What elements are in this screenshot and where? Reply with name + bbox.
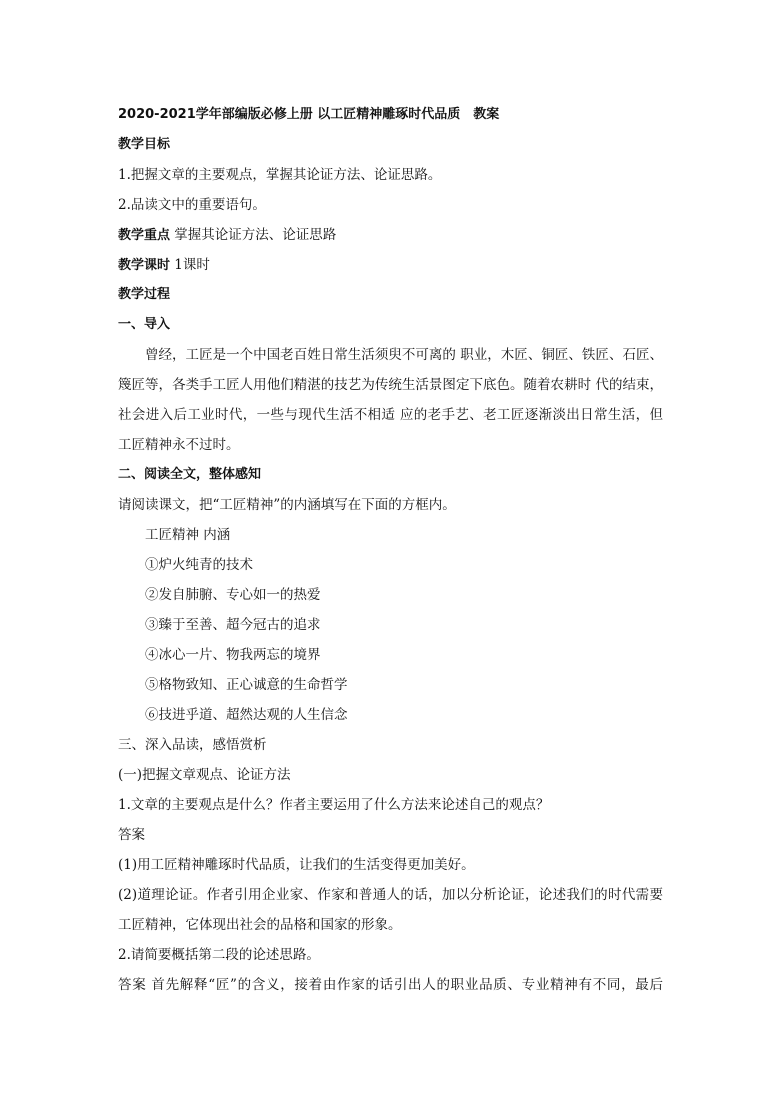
- period-text: 1课时: [170, 257, 210, 273]
- objective-2: 2.品读文中的重要语句。: [118, 197, 266, 213]
- process-heading: 教学过程: [118, 287, 171, 302]
- spirit-item-5: ⑤格物致知、正心诚意的生命哲学: [145, 677, 348, 693]
- key-point-label: 教学重点: [118, 228, 171, 243]
- spirit-item-3: ③臻于至善、超今冠古的追求: [145, 617, 321, 633]
- answer1-part2-line-1: (2)道理论证。作者引用企业家、作家和普通人的话，加以分析论证，论述我们的时代需要: [118, 887, 663, 903]
- intro-line-3: 社会进入后工业时代，一些与现代生活不相适 应的老手艺、老工匠逐渐淡出日常生活，但: [118, 407, 663, 423]
- subsection1-heading: (一)把握文章观点、论证方法: [118, 767, 291, 783]
- intro-line-4: 工匠精神永不过时。: [118, 437, 240, 453]
- objective-1: 1.把握文章的主要观点，掌握其论证方法、论证思路。: [118, 167, 442, 183]
- answer2-line: 答案 首先解释“匠”的含义，接着由作家的话引出人的职业品质、专业精神有不同，最后: [118, 977, 663, 993]
- spirit-item-1: ①炉火纯青的技术: [145, 557, 253, 573]
- spirit-item-2: ②发自肺腑、专心如一的热爱: [145, 587, 321, 603]
- period-label: 教学课时: [118, 258, 171, 273]
- section2-prompt: 请阅读课文，把“工匠精神”的内涵填写在下面的方框内。: [118, 497, 456, 513]
- spirit-item-4: ④冰心一片、物我两忘的境界: [145, 647, 321, 663]
- key-point-line: [118, 220, 663, 250]
- period-line: [118, 250, 663, 280]
- intro-line-2: 篾匠等，各类手工匠人用他们精湛的技艺为传统生活景图定下底色。随着农耕时 代的结束，: [118, 377, 663, 393]
- document-title: 2020-2021学年部编版必修上册 以工匠精神雕琢时代品质 教案: [118, 107, 500, 122]
- section3-heading: 三、深入品读，感悟赏析: [118, 737, 267, 753]
- answer-label: 答案: [118, 827, 145, 843]
- intro-line-1: 曾经，工匠是一个中国老百姓日常生活须臾不可离的 职业，木匠、铜匠、铁匠、石匠、: [145, 347, 663, 363]
- answer1-part1: (1)用工匠精神雕琢时代品质，让我们的生活变得更加美好。: [118, 857, 475, 873]
- answer1-part2-line-2: 工匠精神，它体现出社会的品格和国家的形象。: [118, 917, 402, 933]
- objectives-heading: 教学目标: [118, 137, 171, 152]
- section2-heading: 二、阅读全文，整体感知: [118, 467, 262, 482]
- section1-heading: 一、导入: [118, 317, 171, 332]
- spirit-label: 工匠精神 内涵: [145, 527, 231, 543]
- spirit-item-6: ⑥技进乎道、超然达观的人生信念: [145, 707, 348, 723]
- key-point-text: 掌握其论证方法、论证思路: [170, 227, 337, 243]
- question-1: 1.文章的主要观点是什么？作者主要运用了什么方法来论述自己的观点？: [118, 797, 550, 813]
- question-2: 2.请简要概括第二段的论述思路。: [118, 947, 320, 963]
- document-content: [118, 100, 663, 1000]
